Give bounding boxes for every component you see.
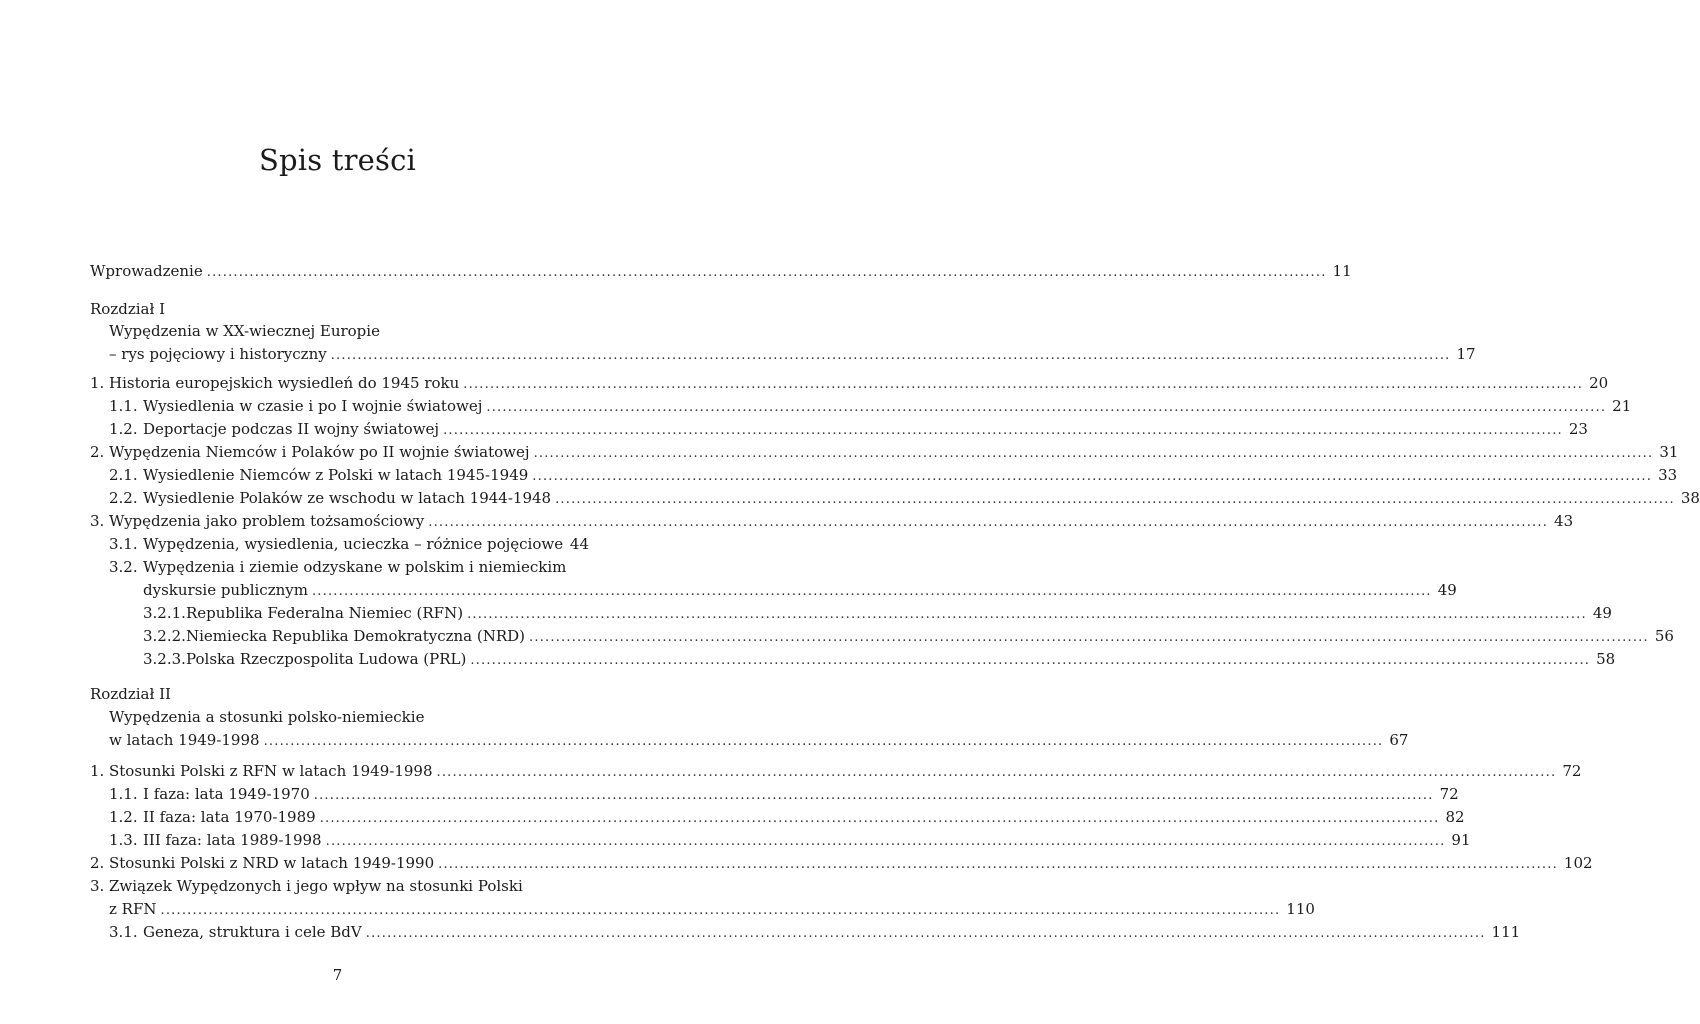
toc-entry[interactable] [0,921,1521,943]
toc-entry-text: Wypędzenia, wysiedlenia, ucieczka – różnice pojęciowe [143,535,564,553]
toc-entry[interactable] [0,510,1574,532]
section-number: 1.3. [109,831,138,849]
toc-page-number: 23 [1568,420,1588,438]
toc-page-number: 20 [1589,374,1609,392]
section-number: 3. [90,512,105,530]
section-number: 2.1. [109,466,138,484]
toc-entry-text: Wprowadzenie [90,262,203,280]
toc-page-number: 56 [1654,627,1674,645]
toc-entry-text: Związek Wypędzonych i jego wpływ na stosunki Polski [109,877,523,895]
toc-page-number: 72 [1562,762,1582,780]
toc-entry-text: Wysiedlenie Niemców z Polski w latach 1945-1949 [143,466,529,484]
dot-leader [486,397,1606,419]
section-number: 1.1. [109,397,138,415]
toc-entry[interactable] [0,625,1674,647]
section-number: 3.2.2. [143,627,186,645]
toc-entry[interactable] [0,418,1588,440]
page-number: 7 [332,966,343,984]
toc-page-number: 102 [1563,854,1593,872]
toc-page-number: 17 [1456,345,1476,363]
dot-leader [331,345,1451,367]
dot-leader [207,262,1327,284]
toc-entry-text: Historia europejskich wysiedleń do 1945 roku [109,374,460,392]
toc-entry-introduction[interactable] [0,260,1352,282]
section-number: 1.1. [109,785,138,803]
dot-leader [437,762,1557,784]
dot-leader [314,785,1434,807]
chapter-title-continued[interactable]: – rys pojęciowy i historyczny ..... 17 [0,343,675,365]
toc-entry[interactable] [0,464,1678,486]
toc-entry[interactable] [0,829,1471,851]
dot-leader [534,443,1654,465]
toc-page-number: 111 [1491,923,1521,941]
dot-leader [366,923,1486,945]
dot-leader [555,489,1675,511]
toc-page-number: 33 [1658,466,1678,484]
toc-entry-text: Stosunki Polski z NRD w latach 1949-1990 [109,854,435,872]
toc-page-number: 72 [1439,785,1459,803]
toc-entry-text: I faza: lata 1949-1970 [143,785,310,803]
toc-entry-text: z RFN [109,900,157,918]
toc-entry-text: Republika Federalna Niemiec (RFN) [186,604,464,622]
toc-entry-text: II faza: lata 1970-1989 [143,808,316,826]
page-title: Spis treści [258,143,417,177]
toc-entry-text: Wypędzenia i ziemie odzyskane w polskim i niemieckim [143,558,567,576]
dot-leader [438,854,1558,876]
toc-page-number: 49 [1592,604,1612,622]
toc-page-number: 31 [1659,443,1679,461]
toc-entry-text: Stosunki Polski z RFN w latach 1949-1998 [109,762,433,780]
toc-entry[interactable] [0,395,1632,417]
dot-leader [312,581,1432,603]
toc-entry-text: III faza: lata 1989-1998 [143,831,322,849]
dot-leader [264,731,1384,753]
dot-leader [529,627,1649,649]
chapter-title[interactable]: Wypędzenia a stosunki polsko-niemieckie [109,708,425,726]
toc-entry-text: Wypędzenia jako problem tożsamościowy [109,512,425,530]
section-number: 2. [90,443,105,461]
toc-page-number: 43 [1554,512,1574,530]
dot-leader [467,604,1587,626]
dot-leader [326,831,1446,853]
toc-entry[interactable] [0,783,1459,805]
toc-entry[interactable] [0,852,1593,874]
chapter-title[interactable]: Wypędzenia w XX-wiecznej Europie [109,322,380,340]
toc-entry-text: Niemiecka Republika Demokratyczna (NRD) [186,627,526,645]
toc-entry[interactable] [0,602,1612,624]
section-number: 2. [90,854,105,872]
toc-page-number: 91 [1451,831,1471,849]
toc-page-number: 58 [1596,650,1616,668]
toc-entry-text: Deportacje podczas II wojny światowej [143,420,440,438]
dot-leader [470,650,1590,672]
section-number: 3.2.1. [143,604,186,622]
toc-page-number: 21 [1612,397,1632,415]
toc-entry[interactable] [0,441,1679,463]
section-number: 1. [90,762,105,780]
toc-entry[interactable] [0,556,675,578]
toc-page-number: 44 [569,535,589,553]
section-number: 3.2. [109,558,138,576]
section-number: 1. [90,374,105,392]
chapter-label: Rozdział I [90,300,166,318]
chapter-title-continued[interactable]: w latach 1949-1998 ..... 67 [0,729,675,751]
toc-entry-text: Wysiedlenie Polaków ze wschodu w latach 1944-1948 [143,489,552,507]
toc-page-number: 38 [1680,489,1700,507]
toc-page-number: 110 [1286,900,1315,918]
toc-page-number: 67 [1389,731,1409,749]
toc-entry-text: Polska Rzeczpospolita Ludowa (PRL) [186,650,467,668]
toc-entry-continued[interactable] [0,898,1315,920]
toc-entry[interactable] [0,875,675,897]
dot-leader [443,420,1563,442]
toc-entry[interactable] [0,760,1582,782]
toc-entry[interactable] [0,806,1465,828]
dot-leader [161,900,1281,922]
dot-leader [428,512,1548,534]
toc-page-number: 49 [1437,581,1457,599]
toc-page-number: 11 [1332,262,1352,280]
section-number: 3. [90,877,105,895]
toc-entry[interactable] [0,533,675,555]
toc-entry-text: Wysiedlenia w czasie i po I wojnie światowej [143,397,483,415]
section-number: 2.2. [109,489,138,507]
dot-leader [463,374,1583,396]
dot-leader [320,808,1440,830]
chapter-label: Rozdział II [90,685,171,703]
section-number: 3.2.3. [143,650,186,668]
toc-entry-text: Wypędzenia Niemców i Polaków po II wojnie światowej [109,443,530,461]
section-number: 3.1. [109,923,138,941]
toc-entry[interactable] [0,648,1616,670]
toc-page-number: 82 [1445,808,1465,826]
toc-entry-text: Geneza, struktura i cele BdV [143,923,362,941]
section-number: 3.1. [109,535,138,553]
section-number: 1.2. [109,420,138,438]
toc-entry-continued[interactable] [0,579,1457,601]
section-number: 1.2. [109,808,138,826]
toc-entry-text: dyskursie publicznym [143,581,308,599]
toc-entry[interactable] [0,487,1700,509]
toc-entry[interactable] [0,372,1609,394]
dot-leader [532,466,1652,488]
